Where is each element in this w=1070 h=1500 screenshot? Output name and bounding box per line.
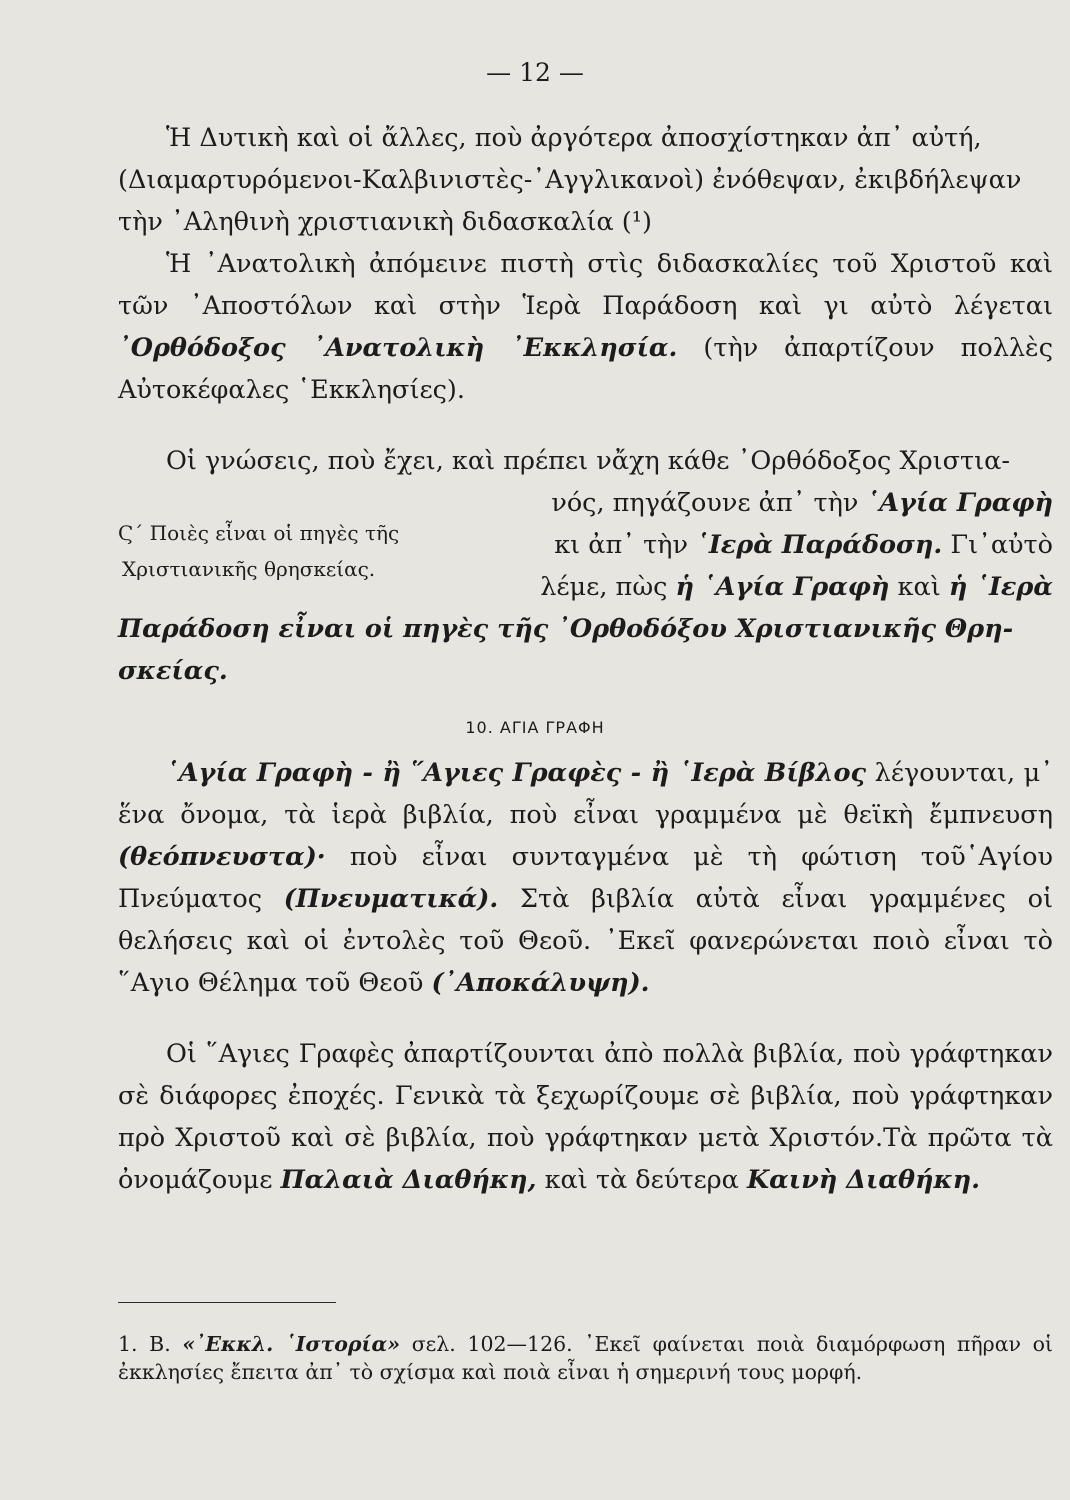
para3-line3-tail: Γι᾿αὐτὸ: [950, 530, 1053, 560]
new-testament-term: Καινὴ Διαθήκη.: [746, 1165, 981, 1195]
apokalypsi-term: (᾿Αποκάλυψη).: [431, 968, 650, 998]
holy-scripture-names: ῾Αγία Γραφὴ - ἢ ῞Αγιες Γραφὲς - ἢ ῾Ιερὰ Βίβλος: [166, 758, 867, 788]
margin-note: [118, 515, 498, 587]
para3-line4-mid: καὶ: [897, 572, 941, 602]
holy-tradition-term: ῾Ιερὰ Παράδοση.: [696, 530, 943, 560]
paragraph-eastern-church: [118, 243, 1053, 411]
para3-line4-text: λέμε, πὼς: [540, 572, 668, 602]
para3-line2: [522, 482, 1053, 524]
footnote-text2: σελ. 102—126. ᾿Εκεῖ φαίνεται ποιὰ διαμόρφωση πῆραν οἱ ἐκκλησίες ἔπειτα ἀπ᾿ τὸ σχίσμα καὶ ποιὰ εἶναι ἡ σημερινή τους μορφή.: [118, 1332, 1053, 1384]
holy-term: ἡ ῾Ιερὰ: [948, 572, 1053, 602]
para1-line3: τὴν ᾿Αληθινὴ χριστιανικὴ διδασκαλία (¹): [118, 207, 652, 237]
paragraph-testaments: [118, 1033, 1053, 1201]
para2-text-b: (τὴν ἀπαρτίζουν πολλὲς Αὐτοκέφαλες ῾Εκκλησίες).: [118, 333, 1054, 405]
footnote-text1: 1. Β.: [118, 1332, 171, 1356]
para5-text2: καὶ τὰ δεύτερα: [544, 1165, 739, 1195]
para1-line1: Ἡ Δυτικὴ καὶ οἱ ἄλλες, ποὺ ἀργότερα ἀποσχίστηκαν ἀπ᾿ αὐτή,: [166, 123, 982, 153]
para2-text-a: Ἡ ᾿Ανατολικὴ ἀπόμεινε πιστὴ στὶς διδασκαλίες τοῦ Χριστοῦ καὶ τῶν ᾿Αποστόλων καὶ στὴν Ἱερὰ Παράδοση καὶ γι αὐτὸ λέγεται: [118, 249, 1053, 321]
holy-scripture-term: ῾Αγία Γραφὴ: [866, 488, 1053, 518]
para1-line2: (Διαμαρτυρόμενοι-Καλβινιστὲς-᾿Αγγλικανοὶ) ἐνόθεψαν, ἐκιβδήλεψαν: [118, 165, 1022, 195]
pneumatika-term: (Πνευματικά).: [283, 884, 499, 914]
margin-note-line2: Χριστιανικῆς θρησκείας.: [122, 557, 376, 581]
para3-line1: Οἱ γνώσεις, ποὺ ἔχει, καὶ πρέπει νἄχη κάθε ᾿Ορθόδοξος Χριστια-: [166, 446, 1010, 476]
theopneusta-term: (θεόπνευστα)·: [118, 842, 326, 872]
para3-line3: [522, 524, 1053, 566]
para3-line6: σκείας.: [118, 656, 228, 686]
para3-line4: [522, 566, 1053, 608]
orthodox-church-term: ᾿Ορθόδοξος ᾿Ανατολικὴ ᾿Εκκλησία.: [118, 333, 678, 363]
holy-scripture-term-2: ἡ ῾Αγία Γραφὴ: [675, 572, 890, 602]
para4-text3: Στὰ βιβλία αὐτὰ εἶναι γραμμένες οἱ θελήσεις καὶ οἱ ἐντολὲς τοῦ Θεοῦ. ᾿Εκεῖ φανερώνεται ποιὸ εἶναι τὸ ῞Αγιο Θέλημα τοῦ Θεοῦ: [118, 884, 1053, 998]
margin-note-line1: Ϛ΄ Ποιὲς εἶναι οἱ πηγὲς τῆς: [118, 521, 400, 545]
para4-text2: ποὺ εἶναι συνταγμένα μὲ τὴ φώτιση τοῦ῾Αγίου Πνεύματος: [118, 842, 1053, 914]
section-heading: 10. ΑΓΙΑ ΓΡΑΦΗ: [465, 718, 605, 737]
old-testament-term: Παλαιὰ Διαθήκη,: [280, 1165, 537, 1195]
page-number: — 12 —: [486, 58, 584, 87]
para5-text1: Οἱ ῞Αγιες Γραφὲς ἀπαρτίζουνται ἀπὸ πολλὰ βιβλία, ποὺ γράφτηκαν σὲ διάφορες ἐποχές. Γενικὰ τὰ ξεχωρίζουμε σὲ βιβλία, ποὺ γράφτηκαν πρὸ Χριστοῦ καὶ σὲ βιβλία, ποὺ γράφτηκαν μετὰ Χριστόν.Τὰ πρῶτα τὰ ὀνομάζουμε: [118, 1039, 1053, 1195]
para3-line5: Παράδοση εἶναι οἱ πηγὲς τῆς ᾿Ορθοδόξου Χριστιανικῆς Θρη-: [118, 614, 1014, 644]
para3-line3-text: κι ἀπ᾿ τὴν: [554, 530, 688, 560]
footnote-divider: [118, 1302, 336, 1303]
para4-text1: λέγουνται, μ᾿ ἕνα ὄνομα, τὰ ἱερὰ βιβλία, ποὺ εἶναι γραμμένα μὲ θεϊκὴ ἔμπνευση: [118, 758, 1054, 830]
footnote: [118, 1330, 1053, 1386]
paragraph-western-churches: [118, 117, 1053, 243]
footnote-book-title: «᾿Εκκλ. ῾Ιστορία»: [182, 1332, 401, 1356]
paragraph-holy-scripture: [118, 752, 1053, 1004]
para3-line2-text: νός, πηγάζουνε ἀπ᾿ τὴν: [551, 488, 859, 518]
